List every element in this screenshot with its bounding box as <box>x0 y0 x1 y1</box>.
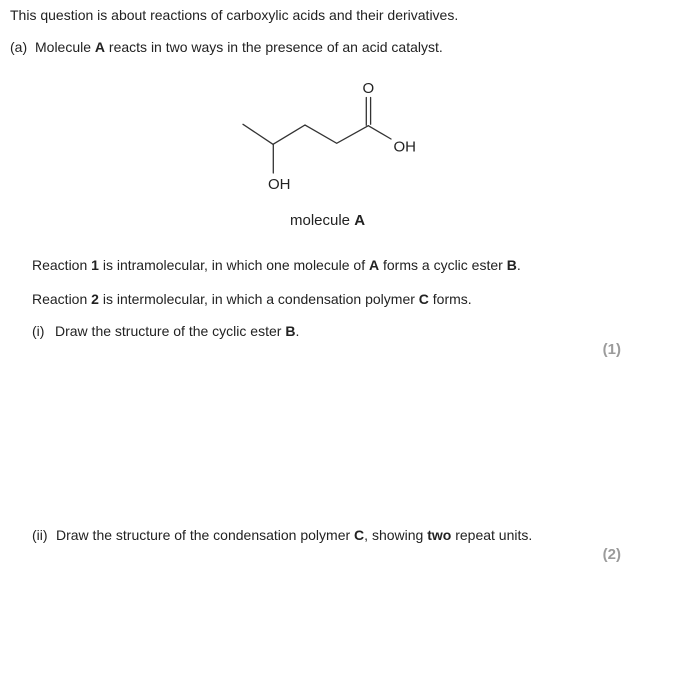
question-i-text: Draw the structure of the cyclic ester B. <box>55 323 300 339</box>
molecule-caption: molecule A <box>290 212 366 229</box>
question-i-label: (i) <box>32 323 45 339</box>
part-a-text: Molecule A reacts in two ways in the presence of an acid catalyst. <box>35 39 443 55</box>
question-i-marks: (1) <box>602 341 621 358</box>
part-a-label: (a) <box>10 39 28 55</box>
answer-space-question-i <box>0 362 683 522</box>
reaction-1-statement: Reaction 1 is intramolecular, in which one molecule of A forms a cyclic ester B. <box>32 257 521 273</box>
question-ii-label: (ii) <box>32 527 48 543</box>
side-hydroxyl-label: OH <box>268 176 291 193</box>
question-ii-text: Draw the structure of the condensation polymer C, showing two repeat units. <box>56 527 533 543</box>
reaction-2-statement: Reaction 2 is intermolecular, in which a condensation polymer C forms. <box>32 291 472 307</box>
molecule-a-structure <box>228 76 428 198</box>
answer-space-question-ii <box>0 568 683 684</box>
question-intro: This question is about reactions of carboxylic acids and their derivatives. <box>10 7 459 23</box>
carbonyl-oxygen-label: O <box>362 80 375 97</box>
question-ii-marks: (2) <box>602 546 621 563</box>
carboxyl-hydroxyl-label: OH <box>393 138 416 156</box>
carbon-chain-bonds <box>243 124 368 144</box>
carboxyl-oh-bond <box>368 126 391 139</box>
